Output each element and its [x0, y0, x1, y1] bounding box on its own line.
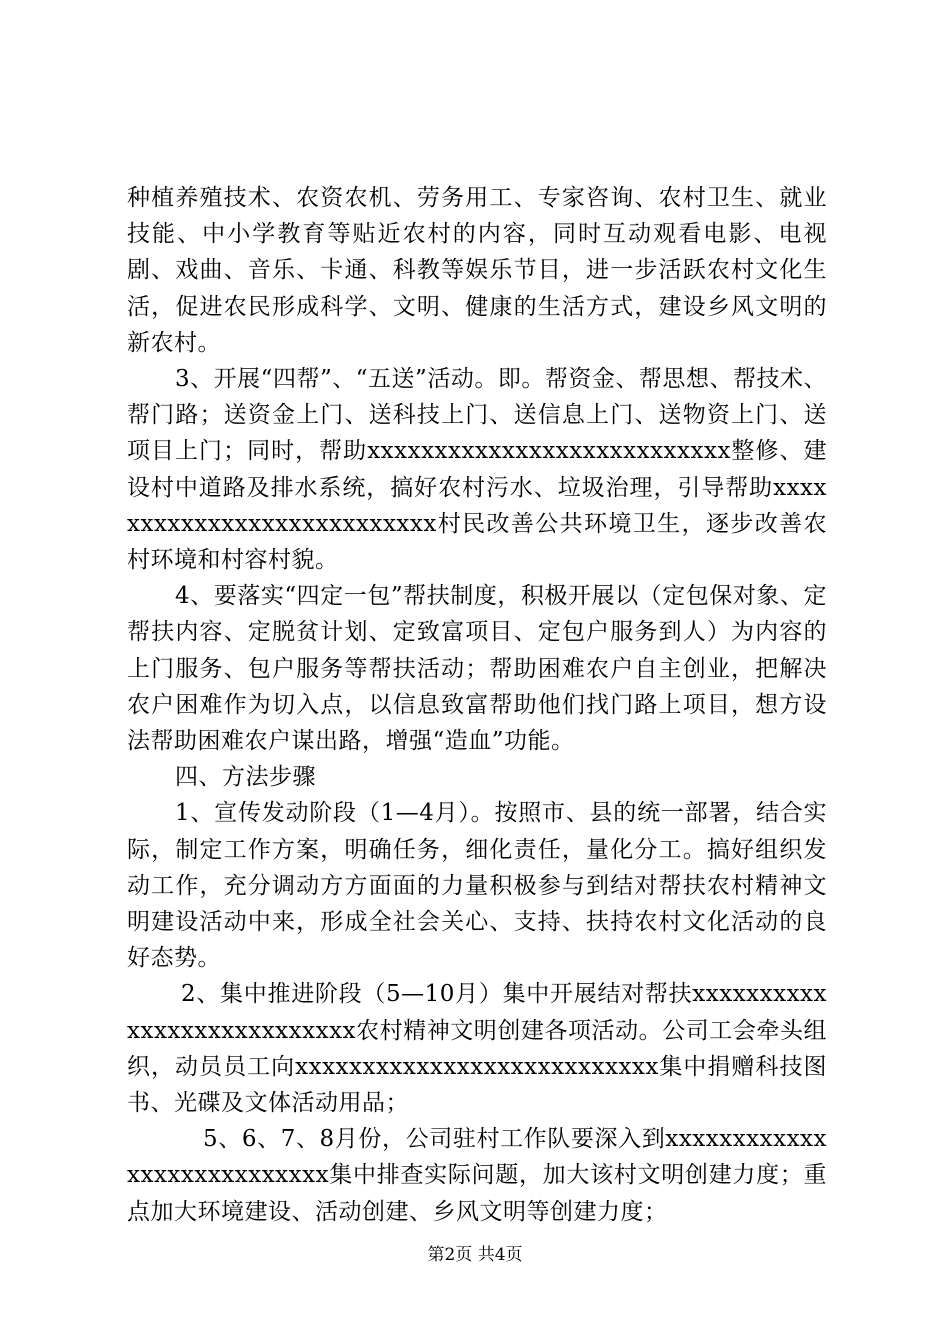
paragraph-step-2: 2、集中推进阶段（5—10月）集中开展结对帮扶xxxxxxxxxxxxxxxxxxxxxxxxxxx农村精神文明创建各项活动。公司工会牵头组织，动员员工向xxxxxxxxxxxxxxxxxxxxxxxxxxx集中捐赠科技图书、光碟及文体活动用品； — [127, 981, 827, 1117]
document-body — [127, 180, 827, 1230]
page-footer: 第2页 共4页 — [427, 1245, 523, 1265]
section-heading-methods: 四、方法步骤 — [175, 764, 316, 791]
paragraph-item-3: 3、开展“四帮”、“五送”活动。即。帮资金、帮思想、帮技术、帮门路；送资金上门、送科技上门、送信息上门、送物资上门、送项目上门；同时，帮助xxxxxxxxxxxxxxxxxxxxxxxxxxx整修、建设村中道路及排水系统，搞好农村污水、垃圾治理，引导帮助xxxxxxxxxxxxxxxxxxxxxxxxxxx村民改善公共环境卫生，逐步改善农村环境和村容村貌。 — [127, 366, 827, 574]
paragraph-continuation: 种植养殖技术、农资农机、劳务用工、专家咨询、农村卫生、就业技能、中小学教育等贴近农村的内容，同时互动观看电影、电视剧、戏曲、音乐、卡通、科教等娱乐节目，进一步活跃农村文化生活，促进农民形成科学、文明、健康的生活方式，建设乡风文明的新农村。 — [127, 185, 827, 356]
paragraph-item-4: 4、要落实“四定一包”帮扶制度，积极开展以（定包保对象、定帮扶内容、定脱贫计划、定致富项目、定包户服务到人）为内容的上门服务、包户服务等帮扶活动；帮助困难农户自主创业，把解决农户困难作为切入点，以信息致富帮助他们找门路上项目，想方设法帮助困难农户谋出路，增强“造血”功能。 — [127, 583, 827, 755]
paragraph-step-1: 1、宣传发动阶段（1—4月）。按照市、县的统一部署，结合实际，制定工作方案，明确任务，细化责任，量化分工。搞好组织发动工作，充分调动方方面面的力量积极参与到结对帮扶农村精神文明建设活动中来，形成全社会关心、支持、扶持农村文化活动的良好态势。 — [127, 800, 827, 972]
paragraph-months: 5、6、7、8月份，公司驻村工作队要深入到xxxxxxxxxxxxxxxxxxxxxxxxxxx集中排查实际问题，加大该村文明创建力度；重点加大环境建设、活动创建、乡风文明等创建力度； — [127, 1126, 827, 1225]
